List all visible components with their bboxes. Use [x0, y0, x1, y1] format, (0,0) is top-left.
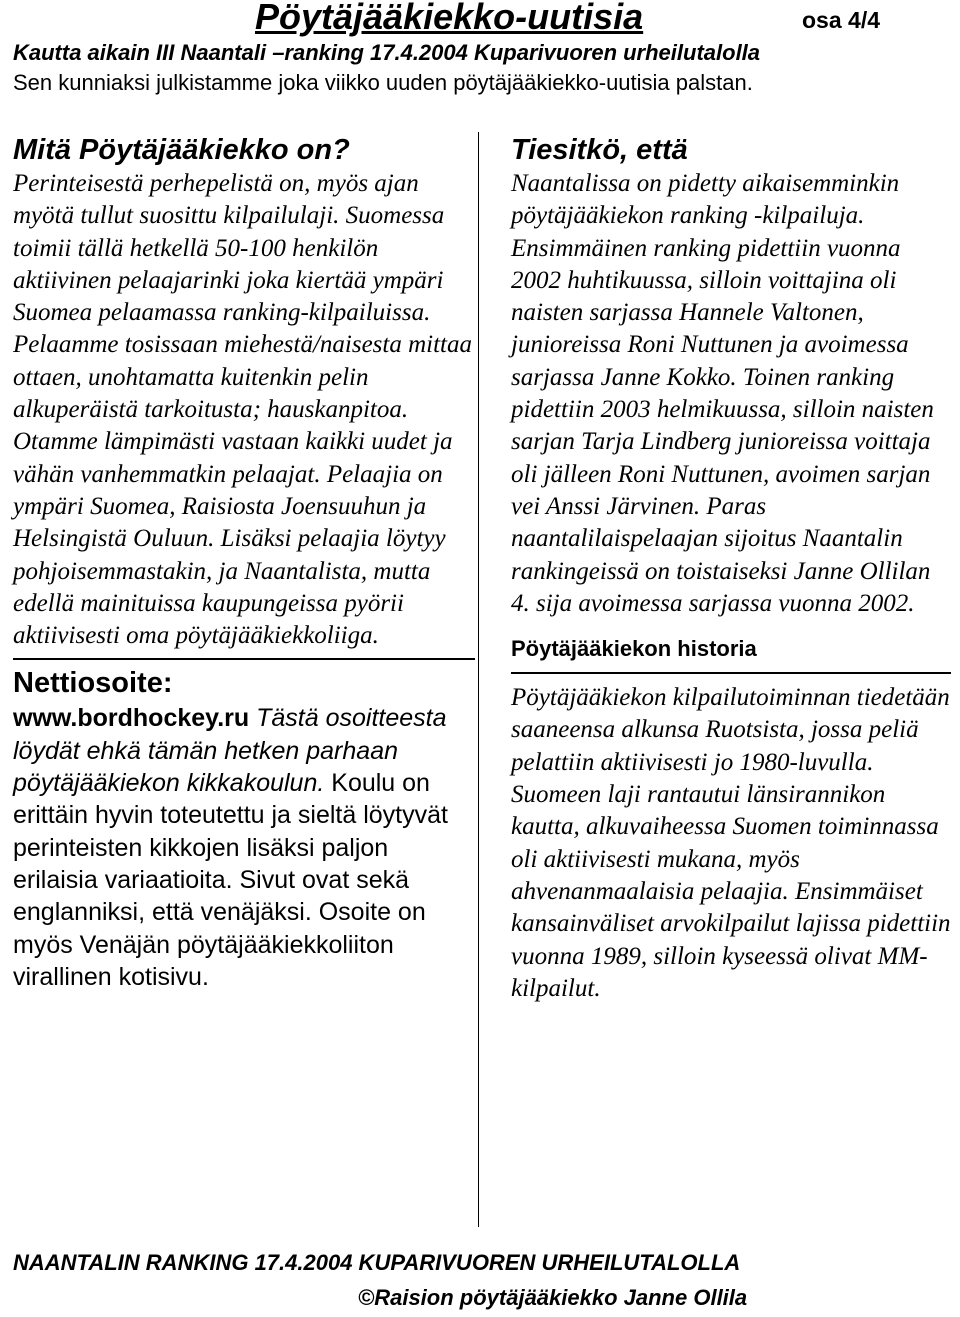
- net-url[interactable]: www.bordhockey.ru: [13, 704, 250, 733]
- right-heading: Tiesitkö, että: [511, 134, 688, 166]
- history-body: Pöytäjääkiekon kilpailutoiminnan tiedetään saaneensa alkunsa Ruotsista, jossa peliä pelattiin aktiivisesti jo 1980-luvulla. Suomeen laji rantautui länsirannikon kautta, alkuvaiheessa Suomen toiminnassa oli aktiivisesti mukana, myös ahvenanmaalaisia pelaajia. Ensimmäiset kansainväliset arvokilpailut lajissa pidettiin vuonna 1989, silloin kyseessä olivat MM-kilpailut.: [511, 684, 951, 1002]
- net-heading: Nettiosoite:: [13, 667, 173, 700]
- footer-copyright: ©Raision pöytäjääkiekko Janne Ollila: [358, 1285, 748, 1310]
- column-divider: [478, 132, 479, 1227]
- right-body: Naantalissa on pidetty aikaisemminkin pöytäjääkiekon ranking -kilpailuja. Ensimmäinen ranking pidettiin vuonna 2002 huhtikuussa, silloin voittajina oli naisten sarjassa Hannele Valtonen, junioreissa Roni Nuttunen ja avoimessa sarjassa Janne Kokko. Toinen ranking pidettiin 2003 helmikuussa, silloin naisten sarjan Tarja Lindberg junioreissa voittaja oli jälleen Roni Nuttunen, avoimen sarjan vei Anssi Järvinen. Paras naantalilaispelaajan sijoitus Naantalin rankingeissä on toistaiseksi Janne Ollilan 4. sija avoimessa sarjassa vuonna 2002.: [511, 170, 934, 617]
- event-subline: Kautta aikain III Naantali –ranking 17.4.2004 Kuparivuoren urheilutalolla: [13, 40, 761, 65]
- intro-line: Sen kunniaksi julkistamme joka viikko uuden pöytäjääkiekko-uutisia palstan.: [13, 70, 753, 95]
- history-heading: Pöytäjääkiekon historia: [511, 636, 757, 662]
- footer-event: NAANTALIN RANKING 17.4.2004 KUPARIVUOREN URHEILUTALOLLA: [13, 1250, 741, 1275]
- net-body: [13, 702, 475, 993]
- net-description: Koulu on erittäin hyvin toteutettu ja sieltä löytyvät perinteisten kikkojen lisäksi paljon erilaisia variaatioita. Sivut ovat sekä englanniksi, että venäjäksi. Osoite on myös Venäjän pöytäjääkiekkoliiton virallinen kotisivu.: [13, 769, 448, 991]
- left-heading: Mitä Pöytäjääkiekko on?: [13, 134, 350, 166]
- right-column: [511, 132, 951, 1005]
- page-title: Pöytäjääkiekko-uutisia: [255, 0, 644, 37]
- net-intro: Tästä osoitteesta löydät ehkä tämän hetken parhaan pöytäjääkiekon kikkakoulun.: [13, 704, 447, 798]
- left-column: [13, 132, 475, 993]
- left-body: Perinteisestä perhepelistä on, myös ajan myötä tullut suosittu kilpailulaji. Suomessa toimii tällä hetkellä 50-100 henkilön aktiivinen pelaajarinki joka kiertää ympäri Suomea pelaamassa ranking-kilpailuissa. Pelaamme tosissaan miehestä/naisesta mittaa ottaen, unohtamatta kuitenkin pelin alkuperäistä tarkoitusta; hauskanpitoa. Otamme lämpimästi vastaan kaikki uudet ja vähän vanhemmatkin pelaajat. Pelaajia on ympäri Suomea, Raisiosta Joensuuhun ja Helsingistä Ouluun. Lisäksi pelaajia löytyy pohjoisemmastakin, ja Naantalista, mutta edellä mainituissa kaupungeissa pyörii aktiivisesti oma pöytäjääkiekkoliiga.: [13, 170, 472, 650]
- history-divider: [511, 672, 951, 674]
- left-divider: [13, 658, 475, 660]
- part-number: osa 4/4: [802, 7, 880, 33]
